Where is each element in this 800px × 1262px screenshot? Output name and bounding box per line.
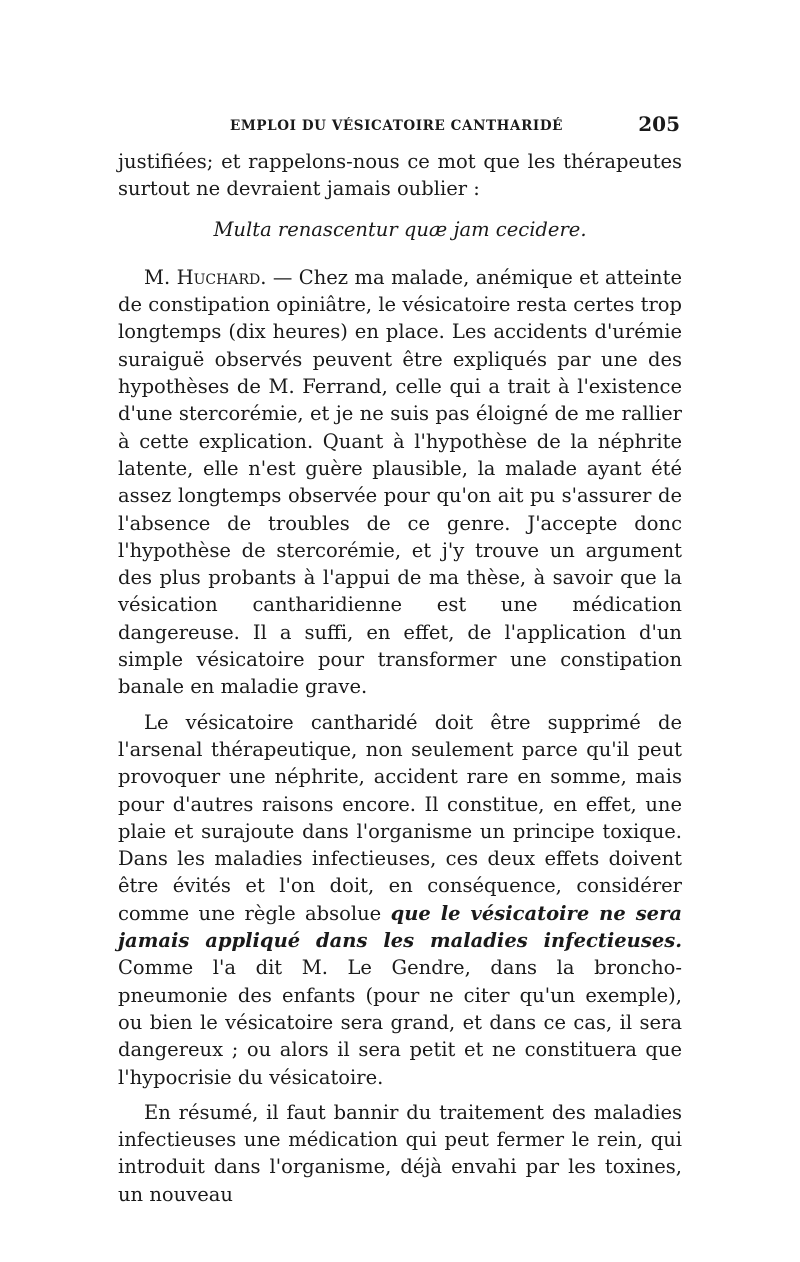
paragraph-resume: En résumé, il faut bannir du traitement des maladies infectieuses une médication qui peut fermer le rein, qui introduit dans l'organisme, déjà envahi par les toxines, un nouveau (118, 1100, 682, 1206)
running-title: EMPLOI DU VÉSICATOIRE CANTHARIDÉ (230, 118, 564, 134)
emphasized-rule: que le vésicatoire ne sera jamais appliqué dans les maladies infectieuses. (118, 901, 682, 953)
paragraph-huchard-text: — Chez ma malade, anémique et atteinte de constipation opiniâtre, le vésicatoire resta certes trop longtemps (dix heures) en place. Les accidents d'urémie suraiguë observés peuvent être expliqués par une des hypothèses de M. Ferrand, celle qui a trait à l'existence d'une stercorémie, et je ne suis pas éloigné de me rallier à cette explication. Quant à l'hypothèse de la néphrite latente, elle n'est guère plausible, la malade ayant été assez longtemps observée pour qu'on ait pu s'assurer de l'absence de troubles de ce genre. J'accepte donc l'hypothèse de stercorémie, et j'y trouve un argument des plus probants à l'appui de ma thèse, à savoir que la vésication cantharidienne est une médication dangereuse. Il a suffi, en effet, de l'application d'un simple vésicatoire pour transformer une constipation banale en maladie grave. (118, 265, 682, 699)
running-header (118, 112, 680, 140)
paragraph-vesicatoire (118, 709, 682, 1091)
paragraph-huchard (118, 264, 682, 701)
paragraph-gap (118, 1091, 682, 1099)
speaker-name: Huchard. (176, 265, 267, 289)
paragraph-vesicatoire-text: Le vésicatoire cantharidé doit être supprimé de l'arsenal thérapeutique, non seulement parce qu'il peut provoquer une néphrite, accident rare en somme, mais pour d'autres raisons encore. Il constitue, en effet, une plaie et surajoute dans l'organisme un principe toxique. Dans les maladies infectieuses, ces deux effets doivent être évités et l'on doit, en conséquence, considérer comme une règle absolue (118, 710, 682, 925)
paragraph-gap (118, 701, 682, 709)
speaker-initial: M. (144, 265, 177, 289)
paragraph-continuation: justifiées; et rappelons-nous ce mot que les thérapeutes surtout ne devraient jamais oublier : (118, 150, 682, 201)
page-number: 205 (638, 112, 680, 136)
latin-quote: Multa renascentur quæ jam cecidere. (213, 217, 587, 241)
body-text (118, 148, 682, 1208)
paragraph-vesicatoire-end: Comme l'a dit M. Le Gendre, dans la broncho-pneumonie des enfants (pour ne citer qu'un exemple), ou bien le vésicatoire sera grand, et dans ce cas, il sera dangereux ; ou alors il sera petit et ne constituera que l'hypocrisie du vésicatoire. (118, 956, 682, 1089)
